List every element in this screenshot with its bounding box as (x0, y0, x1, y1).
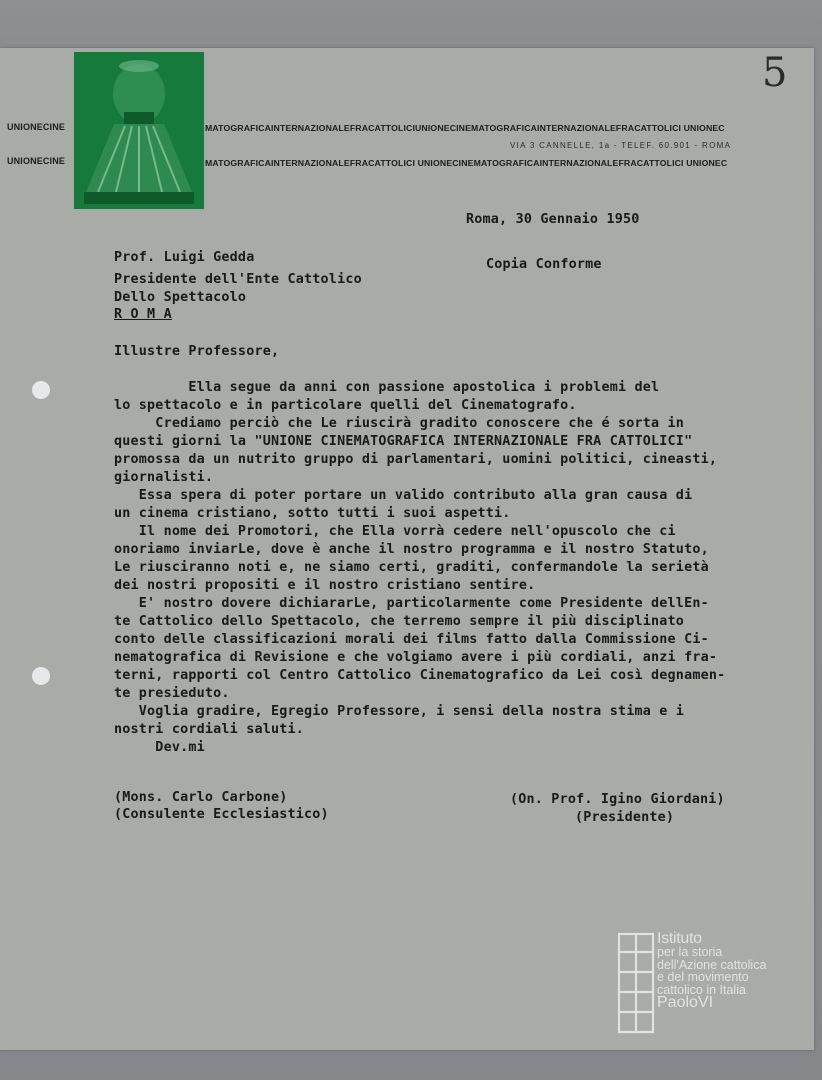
recipient-city: R O M A (114, 307, 172, 322)
page-number: 5 (762, 50, 788, 96)
body-line: un cinema cristiano, sotto tutti i suoi aspetti. (114, 506, 511, 521)
letterhead-strip-left-1: UNIONECINE (7, 122, 66, 132)
body-line: onoriamo inviarLe, dove è anche il nostro programma e il nostro Statuto, (114, 542, 709, 557)
body-line: promossa da un nutrito gruppo di parlamentari, uomini politici, cineasti, (114, 452, 718, 467)
punch-hole-bottom (32, 667, 50, 685)
signatory-right-role: (Presidente) (575, 810, 675, 825)
body-line: conto delle classificazioni morali dei films fatto dalla Commissione Ci- (114, 632, 709, 647)
recipient-org: Dello Spettacolo (114, 290, 247, 305)
watermark-text (657, 930, 767, 1011)
body-line: giornalisti. (114, 470, 214, 485)
body-line: terni, rapporti col Centro Cattolico Cinematografico da Lei così degnamen- (114, 668, 726, 683)
union-logo (74, 52, 204, 209)
body-line: questi giorni la "UNIONE CINEMATOGRAFICA INTERNAZIONALE FRA CATTOLICI" (114, 434, 693, 449)
salutation: Illustre Professore, (114, 344, 280, 359)
body-line: Essa spera di poter portare un valido contributo alla gran causa di (114, 488, 693, 503)
body-line: E' nostro dovere dichiararLe, particolarmente come Presidente dellEn- (114, 596, 709, 611)
letterhead-strip-left-2: UNIONECINE (7, 156, 66, 166)
letterhead-strip-right-2: MATOGRAFICAINTERNAZIONALEFRACATTOLICI UNIONECINEMATOGRAFICAINTERNAZIONALEFRACATTOLICI UNIONEC (205, 158, 728, 168)
body-line: Le riusciranno noti e, ne siamo certi, graditi, confermandole la serietà (114, 560, 709, 575)
letterhead-address: VIA 3 CANNELLE, 1a - TELEF. 60.901 - ROMA (510, 141, 732, 150)
body-line: Crediamo perciò che Le riuscirà gradito conoscere che é sorta in (114, 416, 685, 431)
recipient-name: Prof. Luigi Gedda (114, 250, 255, 265)
closing: Dev.mi (114, 740, 205, 755)
body-line: Il nome dei Promotori, che Ella vorrà cedere nell'opuscolo che ci (114, 524, 676, 539)
body-line: te Cattolico dello Spettacolo, che terremo sempre il più disciplinato (114, 614, 685, 629)
letter-date: Roma, 30 Gennaio 1950 (466, 212, 640, 227)
watermark-line: dell'Azione cattolica (657, 957, 767, 972)
body-line: nostri cordiali saluti. (114, 722, 305, 737)
body-line: Voglia gradire, Egregio Professore, i sensi della nostra stima e i (114, 704, 685, 719)
signatory-left-name: (Mons. Carlo Carbone) (114, 790, 288, 805)
body-line: dei nostri propositi e il nostro cristiano sentire. (114, 578, 536, 593)
body-line: lo spettacolo e in particolare quelli del Cinematografo. (114, 398, 577, 413)
recipient-title: Presidente dell'Ente Cattolico (114, 272, 362, 287)
copy-note: Copia Conforme (486, 257, 602, 272)
body-line: nematografica di Revisione e che volgiamo avere i più cordiali, anzi fra- (114, 650, 718, 665)
watermark-line: cattolico in Italia (657, 983, 746, 998)
signatory-left-role: (Consulente Ecclesiastico) (114, 807, 329, 822)
body-line: te presieduto. (114, 686, 230, 701)
torch-emblem-icon (74, 52, 204, 209)
watermark-line: PaoloVI (657, 993, 714, 1011)
letterhead-strip-right-1: MATOGRAFICAINTERNAZIONALEFRACATTOLICIUNIONECINEMATOGRAFICAINTERNAZIONALEFRACATTOLICI UNIONEC (205, 123, 725, 133)
punch-hole-top (32, 381, 50, 399)
watermark-line: e del movimento (657, 970, 749, 985)
signatory-right-name: (On. Prof. Igino Giordani) (510, 792, 725, 807)
watermark-line: per la storia (657, 944, 723, 959)
watermark-line: Istituto (657, 930, 702, 947)
body-line: Ella segue da anni con passione apostolica i problemi del (114, 380, 660, 395)
